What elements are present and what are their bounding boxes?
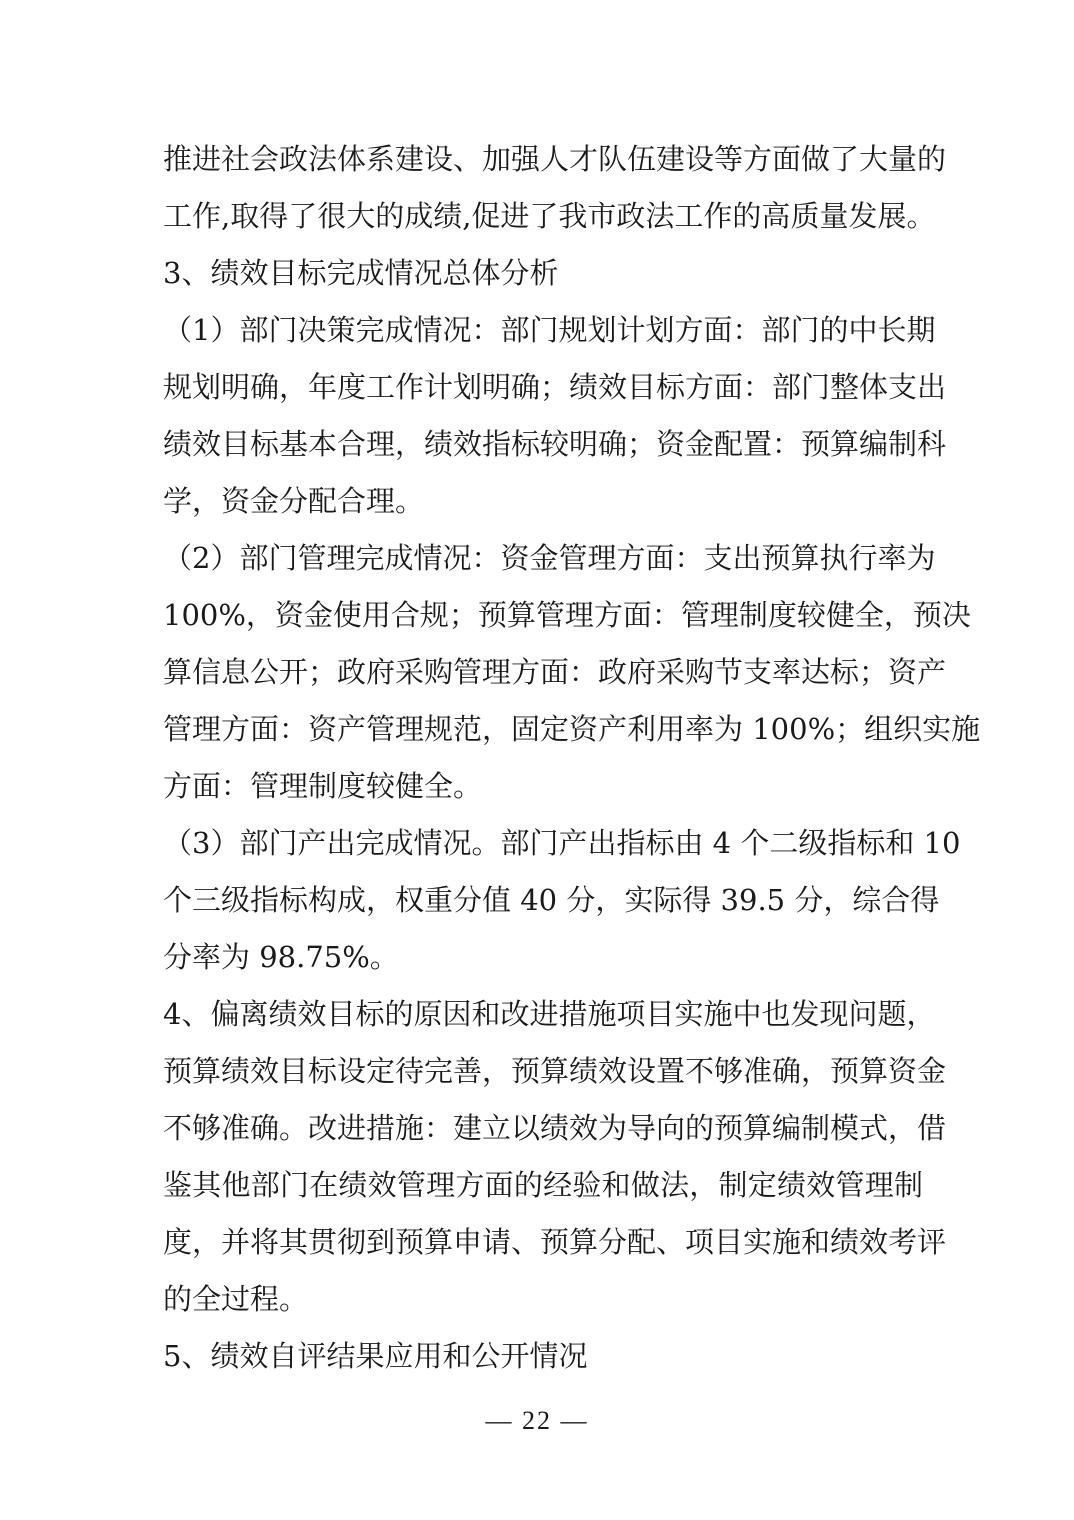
text-line-18: 不够准确。改进措施：建立以绩效为导向的预算编制模式，借: [163, 1111, 947, 1145]
section-heading-3: 3、绩效目标完成情况总体分析: [163, 256, 559, 290]
text-line-17: 预算绩效目标设定待完善，预算绩效设置不够准确，预算资金: [163, 1054, 947, 1088]
text-line-9: 100%，资金使用合规；预算管理方面：管理制度较健全，预决: [163, 598, 971, 632]
text-line-20: 度，并将其贯彻到预算申请、预算分配、项目实施和绩效考评: [163, 1225, 947, 1259]
section-heading-5: 5、绩效自评结果应用和公开情况: [163, 1339, 588, 1373]
text-line-5: 规划明确，年度工作计划明确；绩效目标方面：部门整体支出: [163, 370, 947, 404]
text-line-16: 4、偏离绩效目标的原因和改进措施项目实施中也发现问题，: [163, 997, 936, 1031]
text-line-2: 工作,取得了很大的成绩,促进了我市政法工作的高质量发展。: [163, 199, 936, 233]
text-line-11: 管理方面：资产管理规范，固定资产利用率为 100%；组织实施: [163, 712, 981, 746]
text-line-6: 绩效目标基本合理，绩效指标较明确；资金配置：预算编制科: [163, 427, 947, 461]
text-line-4: （1）部门决策完成情况：部门规划计划方面：部门的中长期: [163, 313, 936, 347]
page-number: — 22 —: [485, 1406, 589, 1435]
text-line-10: 算信息公开；政府采购管理方面：政府采购节支率达标；资产: [163, 655, 947, 689]
text-line-14: 个三级指标构成，权重分值 40 分，实际得 39.5 分，综合得: [163, 883, 940, 917]
text-line-15: 分率为 98.75%。: [163, 940, 399, 974]
text-line-8: （2）部门管理完成情况：资金管理方面：支出预算执行率为: [163, 541, 936, 575]
text-line-21: 的全过程。: [163, 1282, 309, 1316]
text-line-1: 推进社会政法体系建设、加强人才队伍建设等方面做了大量的: [163, 142, 947, 176]
text-line-13: （3）部门产出完成情况。部门产出指标由 4 个二级指标和 10: [163, 826, 961, 860]
text-line-12: 方面：管理制度较健全。: [163, 769, 483, 803]
text-line-19: 鉴其他部门在绩效管理方面的经验和做法，制定绩效管理制: [163, 1168, 923, 1202]
text-line-7: 学，资金分配合理。: [163, 484, 425, 518]
